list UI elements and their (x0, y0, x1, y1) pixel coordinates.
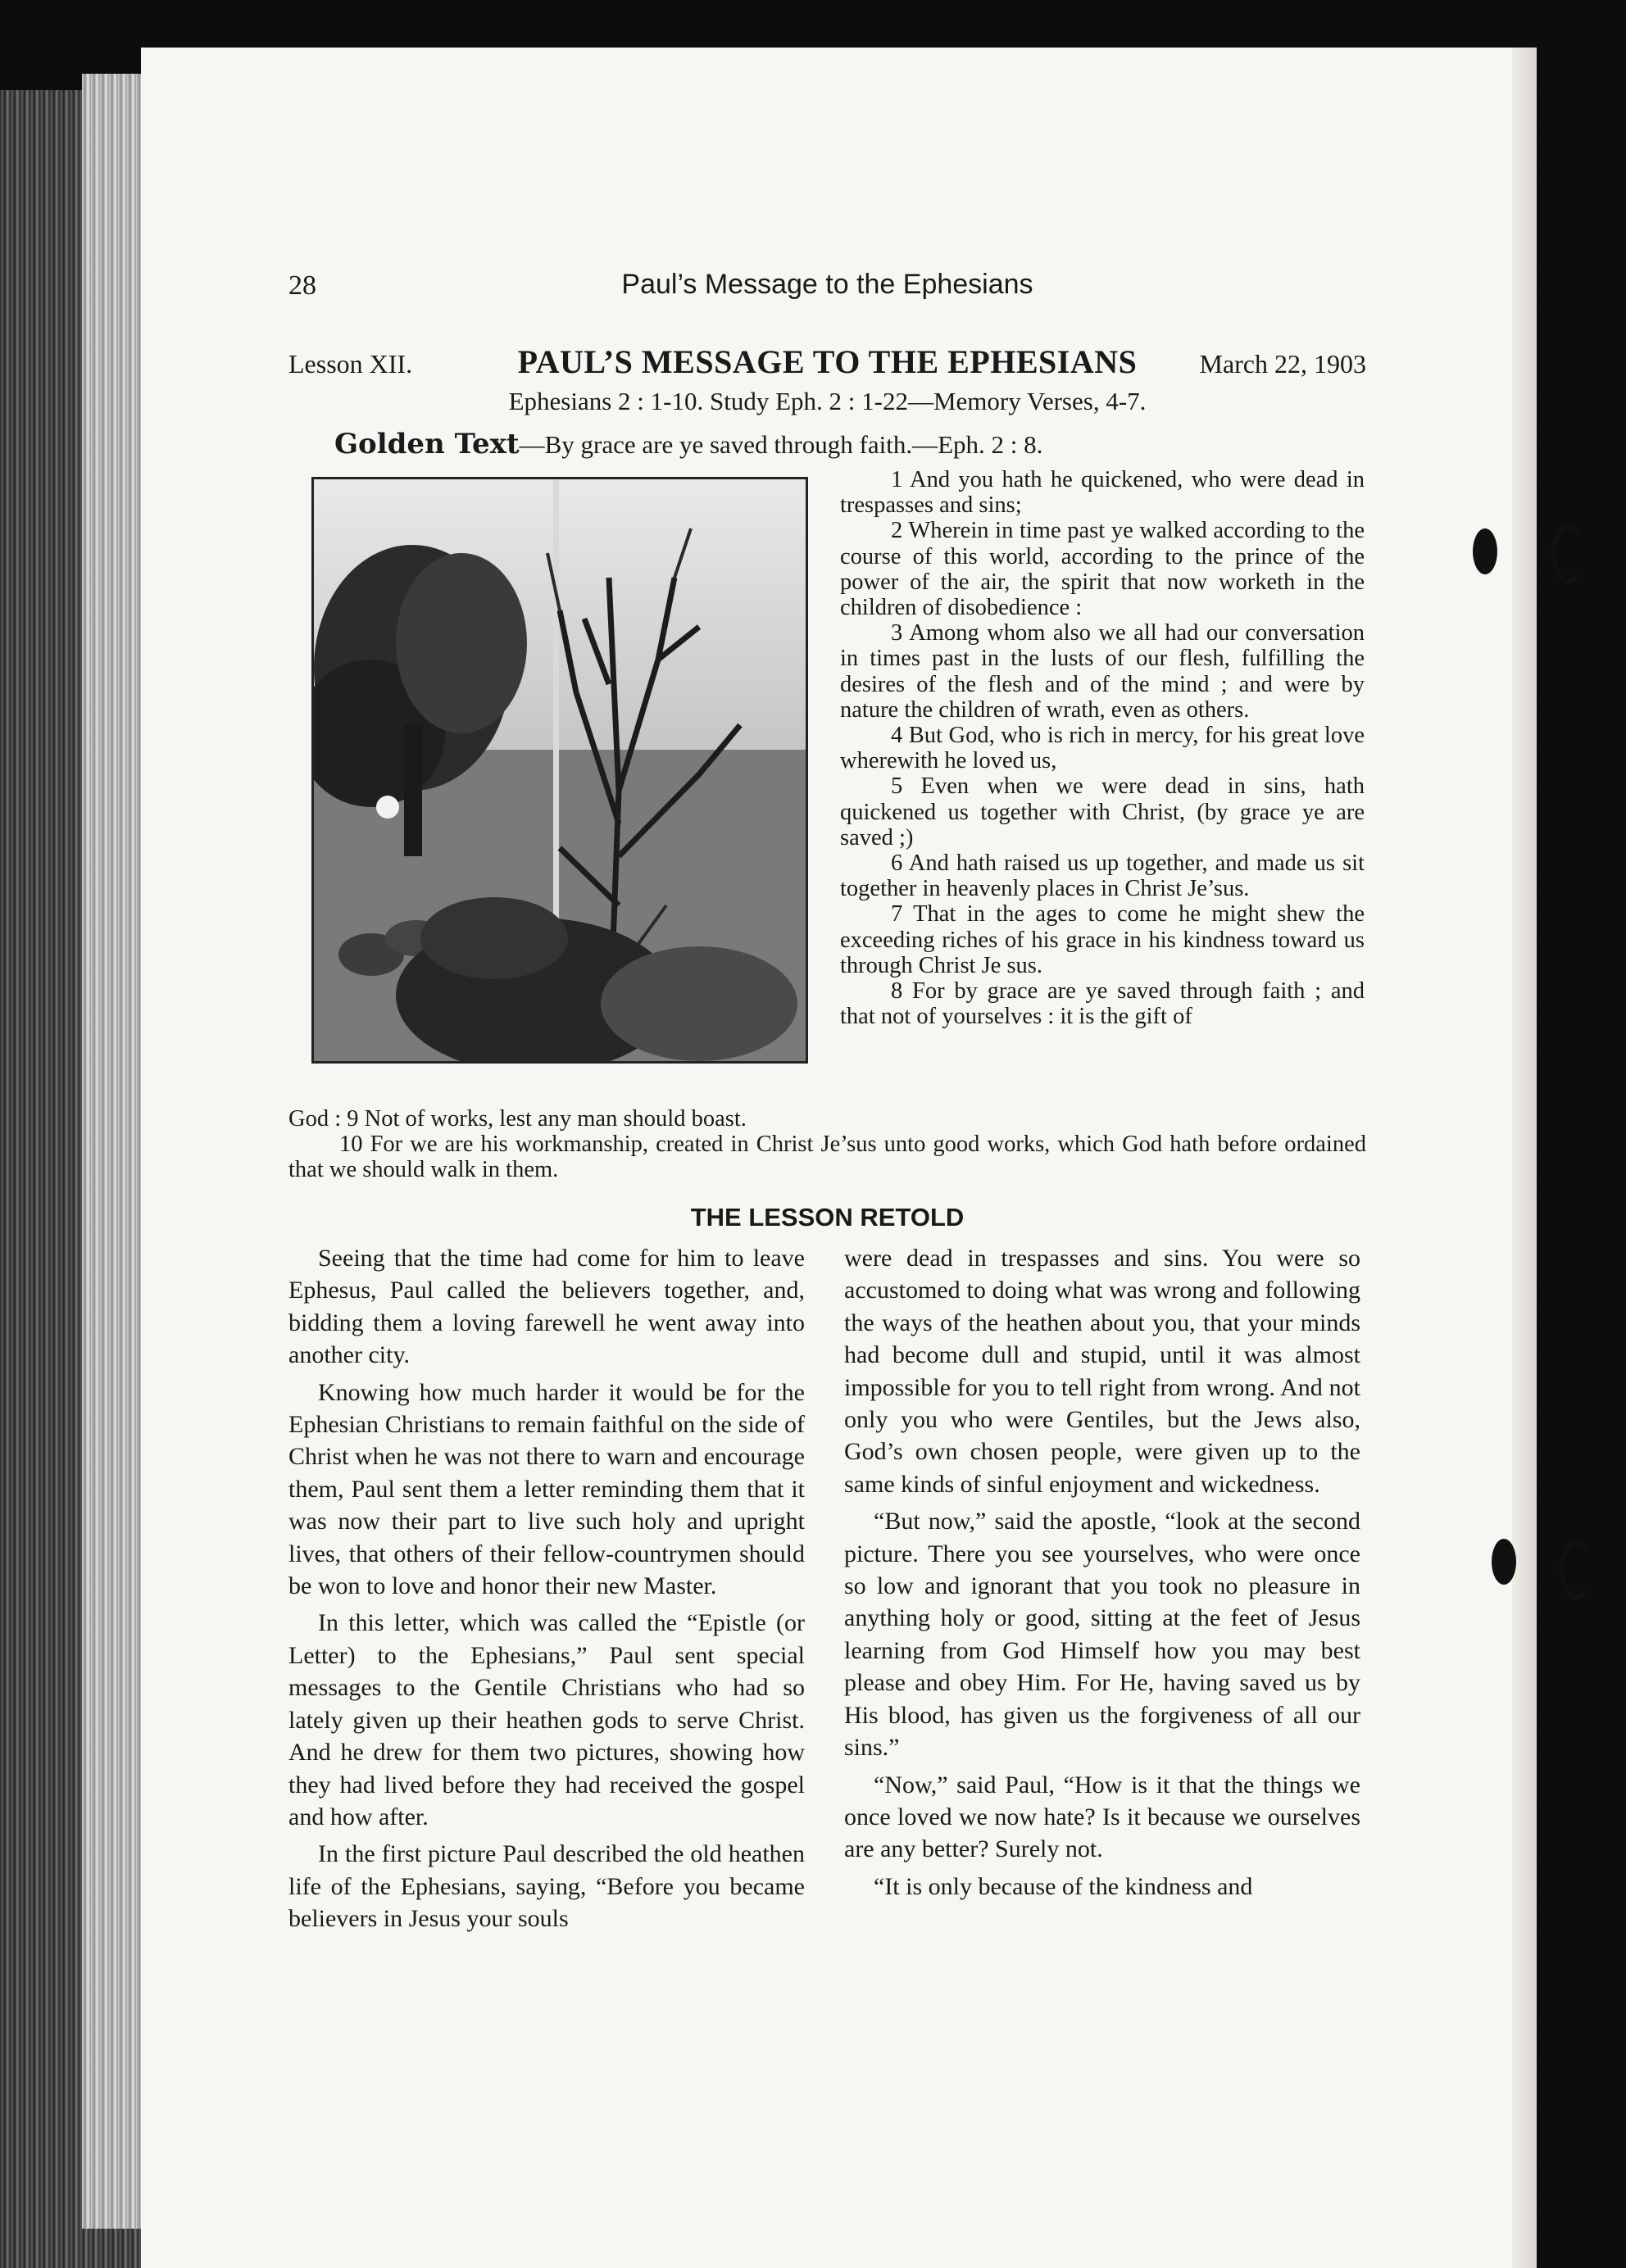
binder-ring-bottom (1560, 1540, 1594, 1599)
verse-9: God : 9 Not of works, lest any man should boast. (288, 1106, 747, 1132)
verse-5: 5 Even when we were dead in sins, hath quickened us together with Christ, (by grace ye are saved ;) (840, 773, 1365, 850)
paragraph: “Now,” said Paul, “How is it that the things we once loved we now hate? Is it because we ourselves are any better? Surely not. (844, 1771, 1360, 1863)
page-header (288, 270, 1366, 311)
verse-7: 7 That in the ages to come he might shew the exceeding riches of his grace in his kindness toward us through Christ Je sus. (840, 901, 1365, 978)
paragraph: “It is only because of the kindness and (874, 1872, 1253, 1900)
binder-hole-top (1473, 528, 1497, 574)
section-heading: THE LESSON RETOLD (690, 1203, 965, 1232)
scripture-verses-full (288, 1106, 1366, 1183)
lesson-illustration (311, 477, 808, 1064)
scripture-verses-right (840, 467, 1365, 1029)
golden-text-label: Golden Text (334, 428, 520, 460)
lesson-date: March 22, 1903 (1199, 349, 1366, 379)
paragraph: In this letter, which was called the “Epistle (or Letter) to the Ephesians,” Paul sent special messages to the Gentile Christians who had so lately given up their heathen gods to serve Christ. And he drew for them two pictures, showing how they had lived before they had received the gospel and how after. (288, 1609, 805, 1830)
verse-4: 4 But God, who is rich in mercy, for his great love wherewith he loved us, (840, 723, 1365, 774)
paragraph: In the first picture Paul described the old heathen life of the Ephesians, saying, “Before you became believers in Jesus your souls (288, 1840, 805, 1933)
paragraph: Seeing that the time had come for him to leave Ephesus, Paul called the believers together, and, bidding them a loving farewell he went away into another city. (288, 1245, 805, 1369)
paragraph: “But now,” said the apostle, “look at the second picture. There you see yourselves, who were once so low and ignorant that you took no pleasure in anything holy or good, sitting at the feet of Jesus learning from God Himself how you may best please and obey Him. For He, having saved us by His blood, has given us the forgiveness of all our sins.” (844, 1508, 1360, 1762)
lesson-header (288, 342, 1366, 385)
running-title: Paul’s Message to the Ephesians (621, 269, 1033, 300)
landscape-illustration (314, 479, 806, 1061)
golden-text (334, 428, 1042, 460)
page-gutter-shadow (1512, 48, 1537, 2268)
verse-1: 1 And you hath he quickened, who were dead in trespasses and sins; (840, 467, 1365, 519)
book-page-stack (82, 74, 148, 2229)
scripture-reference: Ephesians 2 : 1-10. Study Eph. 2 : 1-22—Memory Verses, 4-7. (508, 387, 1147, 415)
retold-column-left (288, 1242, 805, 1940)
verse-6: 6 And hath raised us up together, and made us sit together in heavenly places in Christ Je’sus. (840, 850, 1365, 902)
verse-2: 2 Wherein in time past ye walked according to the course of this world, according to the prince of the power of the air, the spirit that now worketh in the children of disobedience : (840, 518, 1365, 621)
lesson-label: Lesson XII. (288, 349, 413, 379)
paragraph: Knowing how much harder it would be for the Ephesian Christians to remain faithful on the side of Christ when he was not there to warn and encourage them, Paul sent them a letter reminding them that it was now their part to live such holy and upright lives, that others of their fellow-countrymen should be won to love and honor their new Master. (288, 1378, 805, 1600)
verse-8: 8 For by grace are ye saved through faith ; and that not of yourselves : it is the gift of (840, 978, 1365, 1030)
verse-10: 10 For we are his workmanship, created in Christ Je’sus unto good works, which God hath before ordained that we should walk in them. (288, 1132, 1366, 1183)
paragraph: were dead in trespasses and sins. You were so accustomed to doing what was wrong and following the ways of the heathen about you, that your minds had become dull and stupid, until it was almost impossible for you to tell right from wrong. And not only you who were Gentiles, but the Jews also, God’s own chosen people, were given up to the same kinds of sinful enjoyment and wickedness. (844, 1245, 1360, 1498)
binder-ring-top (1551, 524, 1586, 583)
golden-text-body: —By grace are ye saved through faith.—Eph. 2 : 8. (519, 430, 1043, 459)
binder-hole-bottom (1492, 1539, 1516, 1585)
lesson-title: PAUL’S MESSAGE TO THE EPHESIANS (517, 343, 1138, 380)
verse-3: 3 Among whom also we all had our conversation in times past in the lusts of our flesh, fulfilling the desires of the flesh and of the mind ; and were by nature the children of wrath, even as others. (840, 620, 1365, 723)
retold-column-right (844, 1242, 1360, 1907)
page-number: 28 (288, 270, 316, 301)
